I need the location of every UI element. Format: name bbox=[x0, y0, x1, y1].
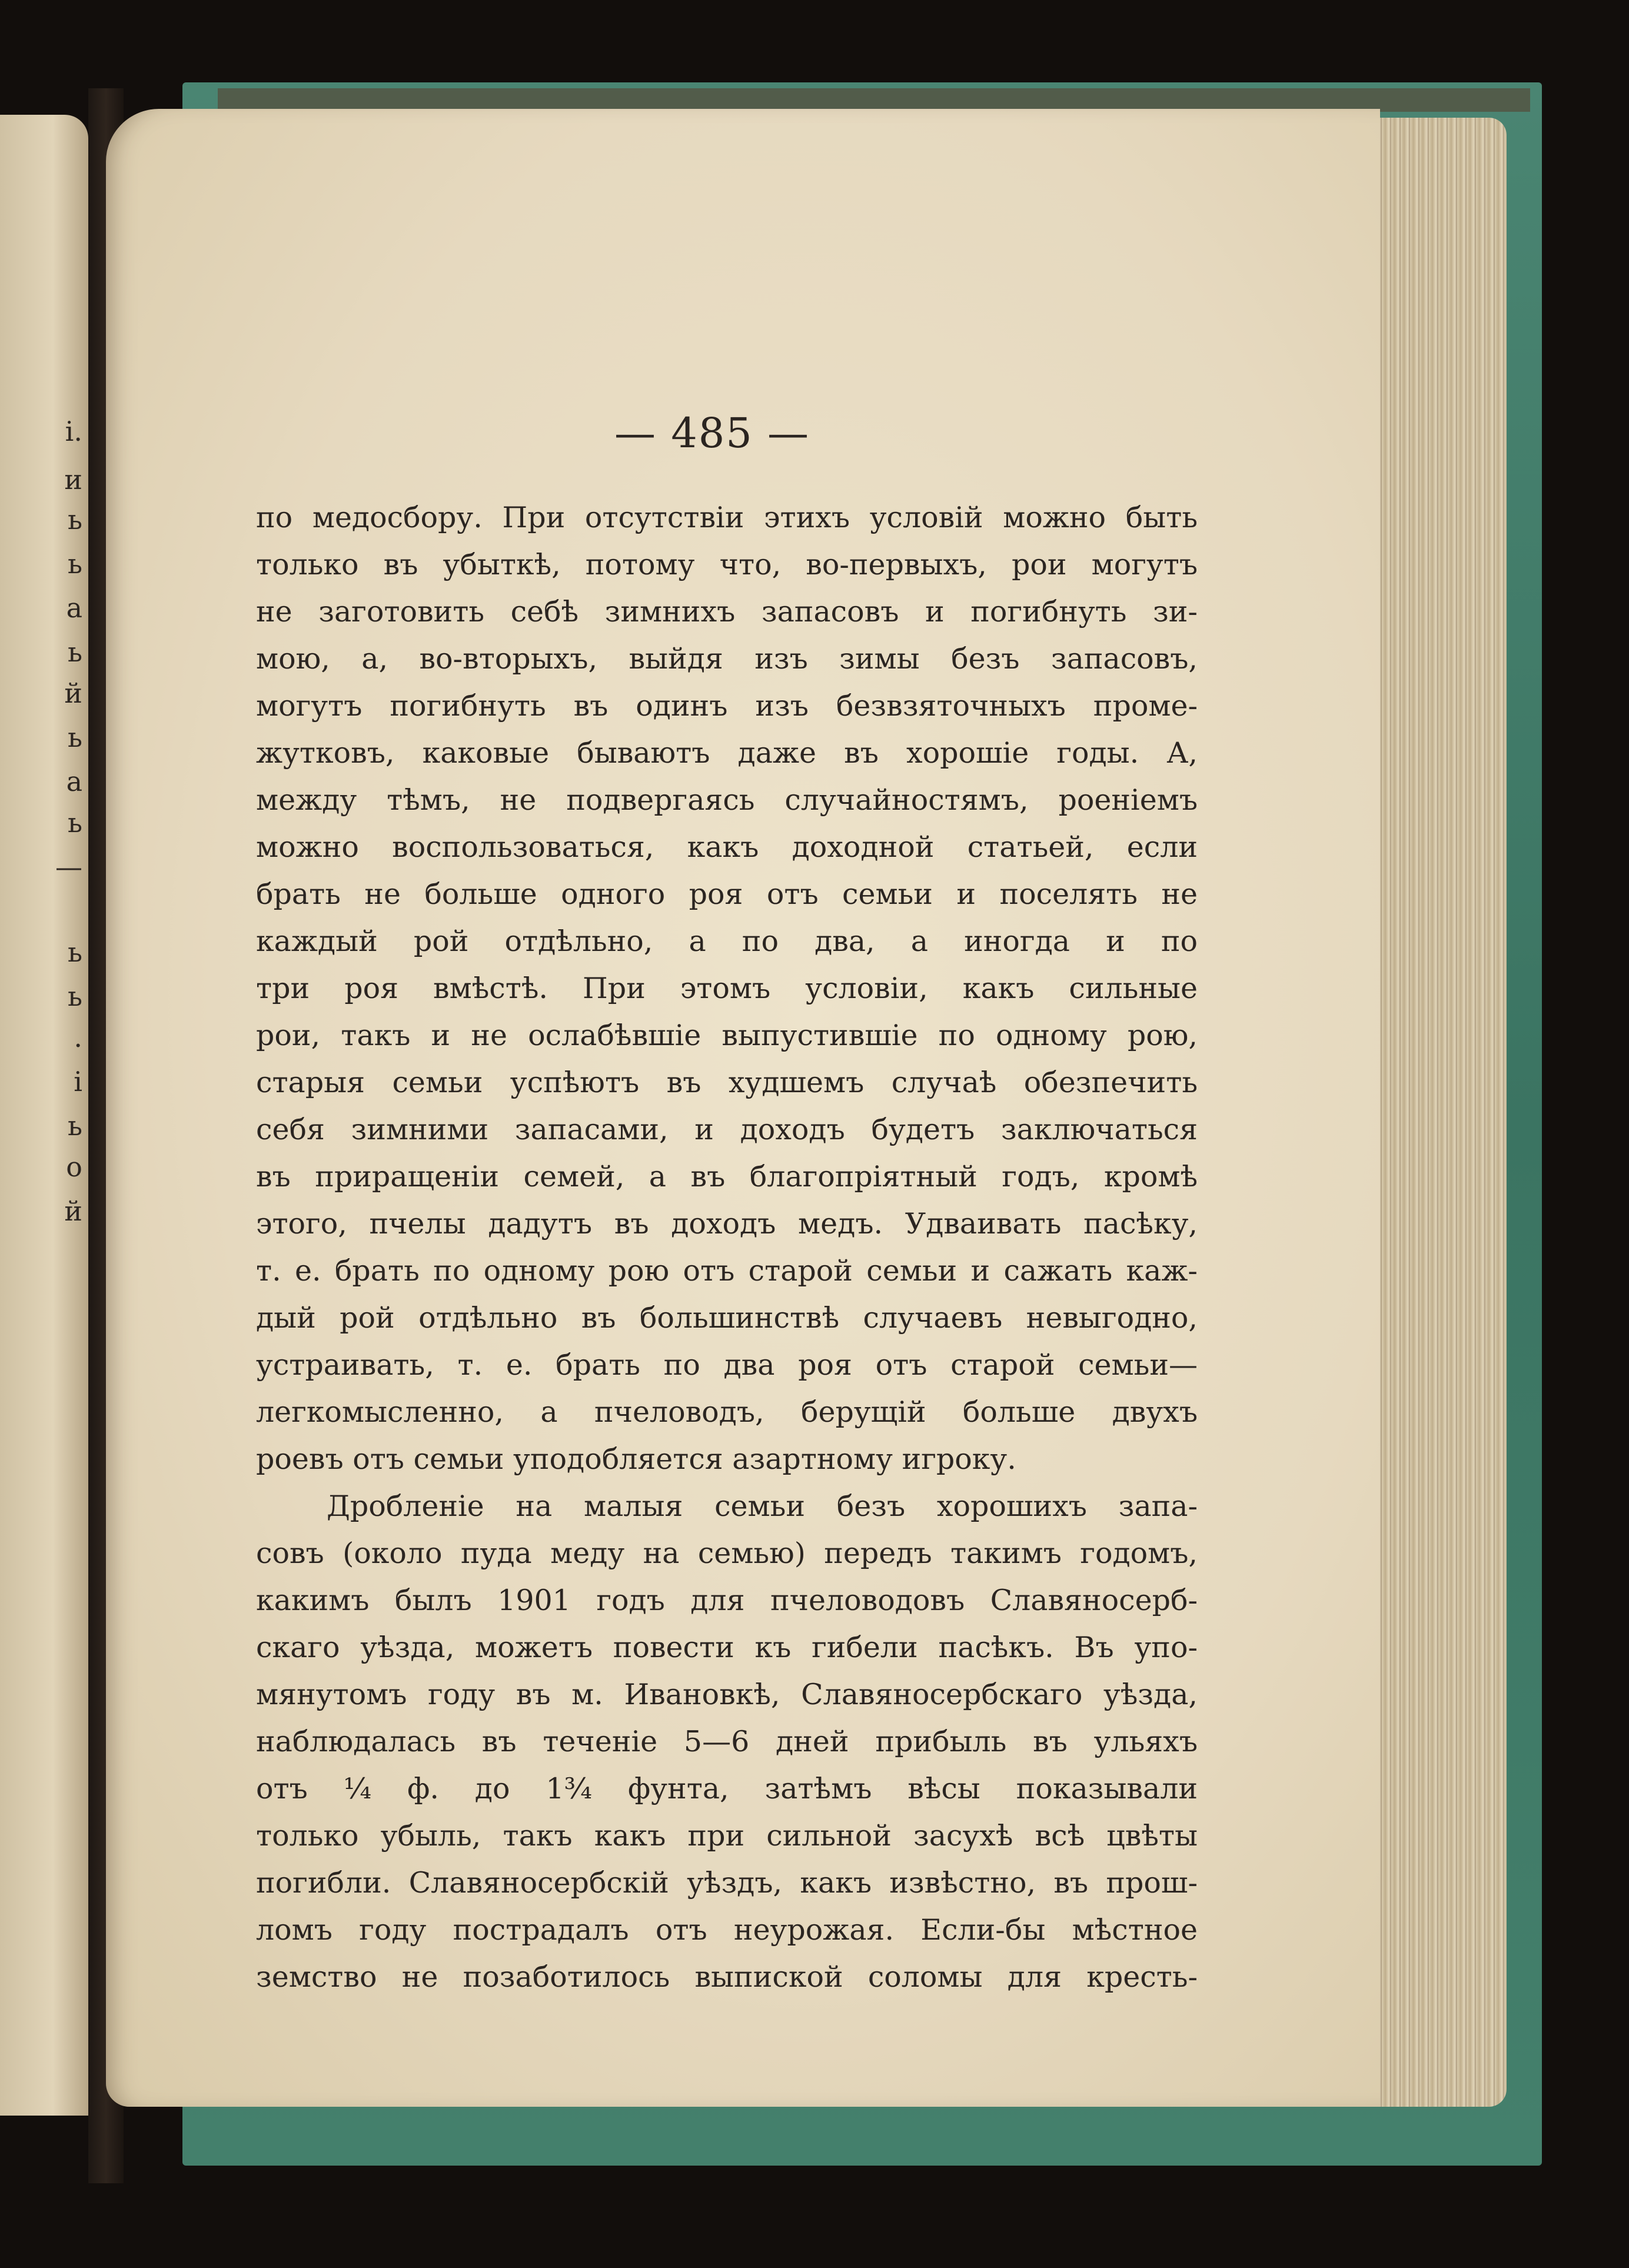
left-page-letter: ь bbox=[67, 636, 82, 668]
left-page-letter: і. bbox=[65, 415, 82, 447]
left-page-letter: і bbox=[74, 1066, 82, 1098]
text-line: скаго уѣзда, можетъ повести къ гибели пасѣкъ. Въ упо- bbox=[256, 1631, 1198, 1664]
text-line: между тѣмъ, не подвергаясь случайностямъ, роеніемъ bbox=[256, 783, 1198, 817]
text-line: устраивать, т. е. брать по два роя отъ старой семьи— bbox=[256, 1348, 1198, 1382]
text-line: брать не больше одного роя отъ семьи и поселять не bbox=[256, 877, 1198, 911]
text-line: мою, а, во-вторыхъ, выйдя изъ зимы безъ запасовъ, bbox=[256, 642, 1198, 676]
page-body-text bbox=[256, 494, 1198, 2001]
left-page-fragment bbox=[0, 115, 88, 2116]
left-page-letter: . bbox=[74, 1022, 82, 1053]
text-line: каждый рой отдѣльно, а по два, а иногда и по bbox=[256, 925, 1198, 958]
text-line: какимъ былъ 1901 годъ для пчеловодовъ Славяносерб- bbox=[256, 1584, 1198, 1617]
text-line: мянутомъ году въ м. Ивановкѣ, Славяносербскаго уѣзда, bbox=[256, 1678, 1198, 1711]
text-line: дый рой отдѣльно въ большинствѣ случаевъ невыгодно, bbox=[256, 1301, 1198, 1335]
text-line: наблюдалась въ теченіе 5—6 дней прибыль въ ульяхъ bbox=[256, 1725, 1198, 1758]
left-page-letter: ь bbox=[67, 807, 82, 839]
text-line: погибли. Славяносербскій уѣздъ, какъ извѣстно, въ прош- bbox=[256, 1866, 1198, 1900]
left-page-letter: й bbox=[64, 677, 82, 709]
text-line: старыя семьи успѣютъ въ худшемъ случаѣ обезпечить bbox=[256, 1066, 1198, 1099]
text-line: могутъ погибнуть въ одинъ изъ безвзяточныхъ проме- bbox=[256, 689, 1198, 723]
text-line: совъ (около пуда меду на семью) передъ такимъ годомъ, bbox=[256, 1537, 1198, 1570]
text-line: земство не позаботилось выпиской соломы для кресть- bbox=[256, 1960, 1198, 1994]
left-page-letter: и bbox=[64, 464, 82, 495]
left-page-letter: ь bbox=[67, 1110, 82, 1142]
left-page-letter: а bbox=[66, 592, 82, 624]
text-line: рои, такъ и не ослабѣвшіе выпустившіе по одному рою, bbox=[256, 1019, 1198, 1052]
left-page-letter: ь bbox=[67, 980, 82, 1012]
text-line-paragraph-start: Дробленіе на малыя семьи безъ хорошихъ запа- bbox=[327, 1489, 1198, 1523]
left-page-letter: й bbox=[64, 1195, 82, 1227]
text-line: только убыль, такъ какъ при сильной засухѣ всѣ цвѣты bbox=[256, 1819, 1198, 1853]
text-line: ломъ году пострадалъ отъ неурожая. Если-бы мѣстное bbox=[256, 1913, 1198, 1947]
left-page-letter: ь bbox=[67, 721, 82, 753]
text-line: этого, пчелы дадутъ въ доходъ медъ. Удваивать пасѣку, bbox=[256, 1207, 1198, 1241]
cover-edge bbox=[218, 88, 1530, 112]
page-number: — 485 — bbox=[614, 409, 810, 457]
text-line: въ приращеніи семей, а въ благопріятный годъ, кромѣ bbox=[256, 1160, 1198, 1193]
text-line: только въ убыткѣ, потому что, во-первыхъ, рои могутъ bbox=[256, 548, 1198, 581]
left-page-letter: — bbox=[55, 851, 82, 883]
left-page-letter: а bbox=[66, 766, 82, 797]
text-line: три роя вмѣстѣ. При этомъ условіи, какъ сильные bbox=[256, 972, 1198, 1005]
text-line: не заготовить себѣ зимнихъ запасовъ и погибнуть зи- bbox=[256, 595, 1198, 628]
text-line: т. е. брать по одному рою отъ старой семьи и сажать каж- bbox=[256, 1254, 1198, 1288]
text-line: жутковъ, каковые бываютъ даже въ хорошіе годы. А, bbox=[256, 736, 1198, 770]
text-line: легкомысленно, а пчеловодъ, берущій больше двухъ bbox=[256, 1395, 1198, 1429]
left-page-letter: ь bbox=[67, 936, 82, 968]
text-line: себя зимними запасами, и доходъ будетъ заключаться bbox=[256, 1113, 1198, 1146]
left-page-letter: ь bbox=[67, 504, 82, 536]
left-page-letter: о bbox=[66, 1151, 82, 1183]
book-page bbox=[106, 109, 1380, 2107]
text-line: отъ ¼ ф. до 1¾ фунта, затѣмъ вѣсы показывали bbox=[256, 1772, 1198, 1805]
text-line: можно воспользоваться, какъ доходной статьей, если bbox=[256, 830, 1198, 864]
text-line: по медосбору. При отсутствіи этихъ условій можно быть bbox=[256, 501, 1198, 534]
text-line: роевъ отъ семьи уподобляется азартному игроку. bbox=[256, 1442, 1016, 1476]
left-page-letter: ь bbox=[67, 548, 82, 580]
